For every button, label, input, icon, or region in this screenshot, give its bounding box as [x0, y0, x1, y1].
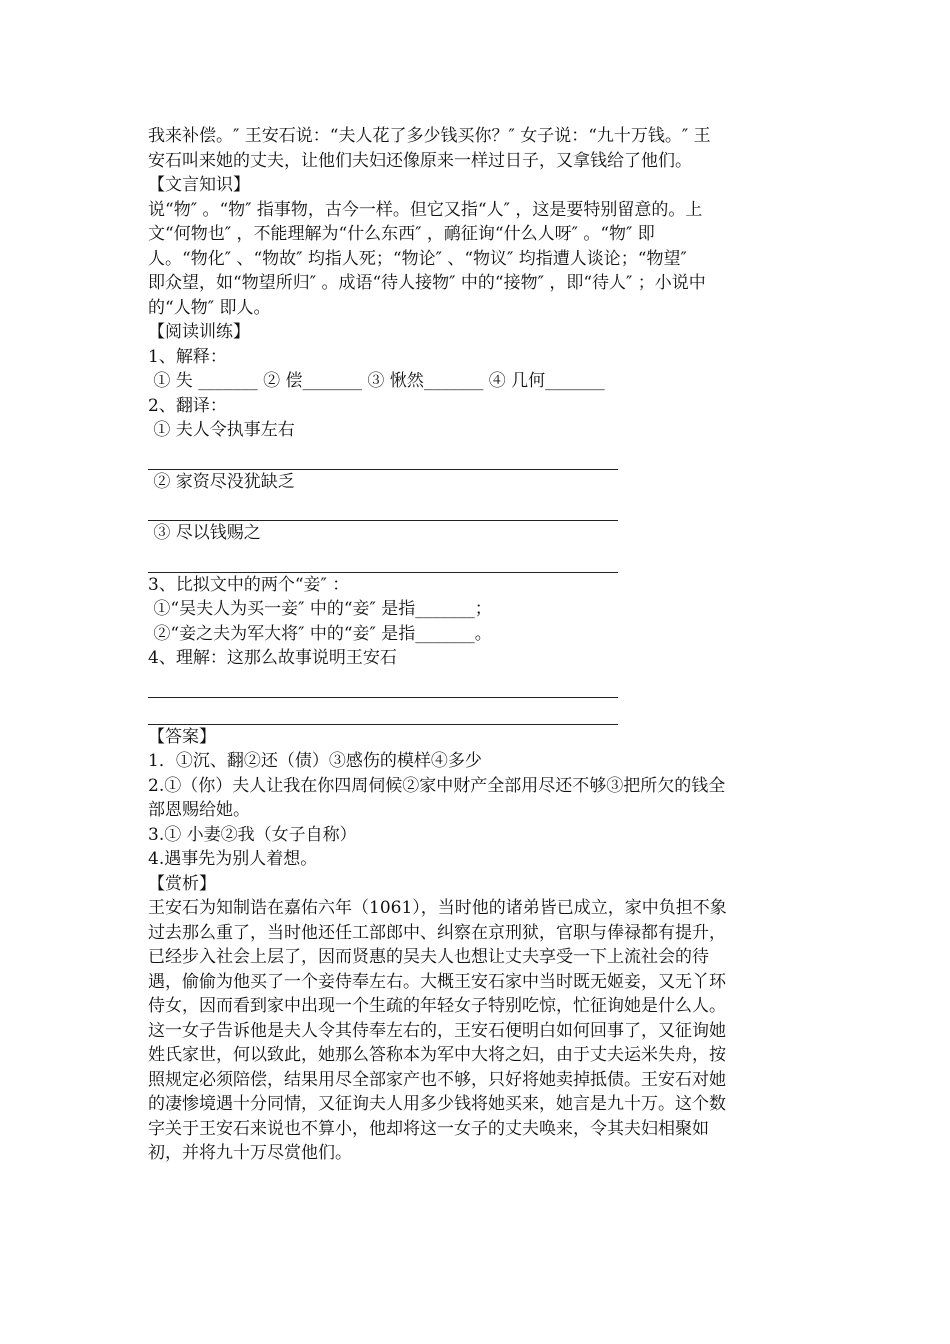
question-item: ②“妾之夫为军大将″ 中的“妾″ 是指_______。 — [148, 623, 492, 644]
text-line: 即众望，如“物望所归″ 。成语“待人接物″ 中的“接物″ ，即“待人″ ；小说中 — [148, 273, 706, 293]
answer-line: 4.遇事先为别人着想。 — [148, 849, 318, 869]
text-line: 字关于王安石来说也不算小，他却将这一女子的丈夫唤来，令其夫妇相聚如 — [148, 1118, 709, 1139]
answer-line: 部恩赐给她。 — [148, 800, 250, 820]
question-item: ② 家资尽没犹缺乏 — [148, 471, 295, 492]
document-page — [148, 124, 808, 1166]
question-title: 4、理解：这那么故事说明王安石 — [148, 648, 397, 668]
text-line: 王安石为知制诰在嘉佑六年（1061），当时他的诸弟皆已成立，家中负担不象 — [148, 898, 727, 918]
text-line: 说“物″ 。“物″ 指事物，古今一样。但它又指“人″ ，这是要特别留意的。上 — [148, 199, 703, 220]
question-item: ③ 尽以钱赐之 — [148, 523, 261, 543]
text-line: 的凄惨境遇十分同情，又征询夫人用多少钱将她买来，她言是九十万。这个数 — [148, 1094, 726, 1114]
question-item: ① 夫人令执事左右 — [148, 420, 295, 440]
answer-blank-line — [148, 671, 618, 698]
text-line: 已经步入社会上层了，因而贤惠的吴夫人也想让丈夫享受一下上流社会的待 — [148, 947, 709, 967]
answer-blank-line — [148, 443, 618, 470]
question-title: 1、解释： — [148, 346, 227, 367]
answer-line: 3.① 小妻②我（女子自称） — [148, 824, 357, 845]
text-line: 初，并将九十万尽赏他们。 — [148, 1143, 352, 1163]
text-line: 侍女，因而看到家中出现一个生疏的年轻女子特别吃惊，忙征询她是什么人。 — [148, 996, 726, 1016]
section-heading: 【赏析】 — [148, 873, 216, 894]
text-line: 这一女子告诉他是夫人令其侍奉左右的，王安石便明白如何回事了，又征询她 — [148, 1020, 726, 1041]
answer-line: 1．①沉、翻②还（债）③感伤的模样④多少 — [148, 751, 482, 771]
answer-line: 2.①（你）夫人让我在你四周伺候②家中财产全部用尽还不够③把所欠的钱全 — [148, 775, 726, 796]
text-line: 我来补偿。″ 王安石说：“夫人花了多少钱买你？″ 女子说：“九十万钱。″ 王 — [148, 126, 711, 146]
text-line: 安石叫来她的丈夫，让他们夫妇还像原来一样过日子，又拿钱给了他们。 — [148, 150, 692, 171]
text-line: 人。“物化″ 、“物故″ 均指人死；“物论″ 、“物议″ 均指遭人谈论；“物望″ — [148, 248, 687, 269]
text-line: 姓氏家世，何以致此，她那么答称本为军中大将之妇，由于丈夫运米失舟，按 — [148, 1045, 726, 1065]
question-item: ①“吴夫人为买一妾″ 中的“妾″ 是指_______； — [148, 599, 492, 619]
knowledge-section — [148, 173, 808, 320]
question-title: 3、比拟文中的两个“妾″ ： — [148, 574, 350, 595]
section-heading: 【答案】 — [148, 726, 216, 747]
answers-section — [148, 725, 808, 872]
text-line: 的“人物″ 即人。 — [148, 297, 271, 318]
text-line: 照规定必须陪偿，结果用尽全部家产也不够，只好将她卖掉抵债。王安石对她 — [148, 1069, 726, 1090]
text-line: 过去那么重了，当时他还任工部郎中、纠察在京刑狱，官职与俸禄都有提升， — [148, 922, 726, 943]
appreciation-section — [148, 872, 808, 1166]
question-items: ① 失 _______ ② 偿_______ ③ 愀然_______ ④ 几何_______ — [148, 371, 605, 391]
intro-paragraph — [148, 124, 808, 173]
section-heading: 【文言知识】 — [148, 175, 250, 195]
training-section — [148, 320, 808, 725]
question-title: 2、翻译： — [148, 395, 227, 416]
answer-blank-line — [148, 546, 618, 573]
answer-blank-line — [148, 494, 618, 521]
section-heading: 【阅读训练】 — [148, 322, 250, 342]
text-line: 遇，偷偷为他买了一个妾侍奉左右。大概王安石家中当时既无姬妾，又无丫环 — [148, 971, 726, 992]
answer-blank-line — [148, 698, 618, 725]
text-line: 文“何物也″ ，不能理解为“什么东西″ ，鸸征询“什么人呀″ 。“物″ 即 — [148, 224, 655, 244]
